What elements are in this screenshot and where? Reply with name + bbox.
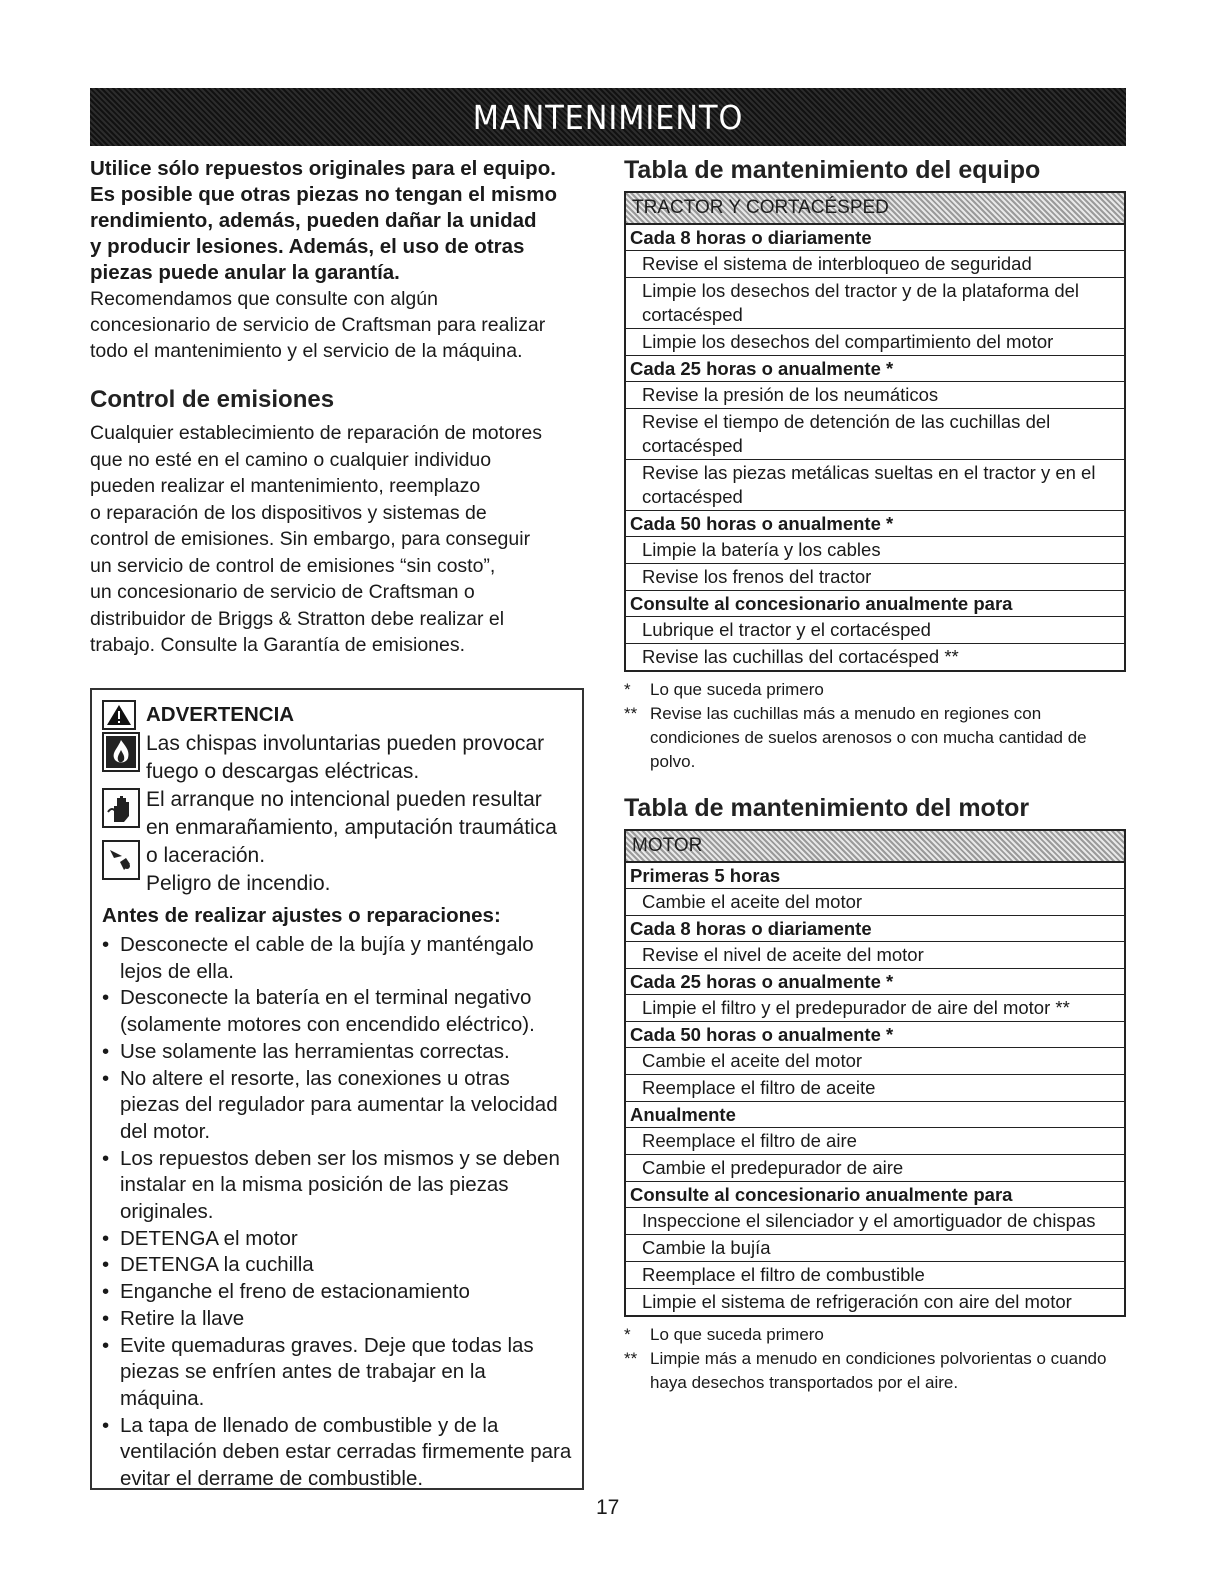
precaution-item: • Evite quemaduras graves. Deje que todas las piezas se enfríen antes de trabajar en la máquina.	[102, 1333, 572, 1413]
precaution-item: • Enganche el freno de estacionamiento	[102, 1279, 572, 1306]
intro-text-line: Recomendamos que consulte con algún	[90, 288, 438, 310]
footnote-text: Lo que suceda primero	[650, 680, 824, 699]
precautions-list	[102, 932, 572, 1493]
hazard-line: fuego o descargas eléctricas.	[146, 760, 420, 783]
interval-header: Primeras 5 horas	[626, 863, 1124, 889]
emissions-line: un concesionario de servicio de Craftsman o	[90, 581, 475, 603]
emissions-title: Control de emisiones	[90, 386, 335, 413]
interval-header: Cada 8 horas o diariamente	[626, 225, 1124, 251]
equipment-table-title: Tabla de mantenimiento del equipo	[624, 156, 1041, 184]
task-row: Limpie los desechos del compartimiento del motor	[626, 329, 1124, 356]
precaution-item: • Desconecte la batería en el terminal negativo (solamente motores con encendido eléctrico).	[102, 985, 572, 1038]
interval-header: Consulte al concesionario anualmente para	[626, 1182, 1124, 1208]
task-row: Reemplace el filtro de aire	[626, 1128, 1124, 1155]
motor-maintenance-table	[624, 829, 1126, 1317]
section-banner	[90, 88, 1126, 146]
interval-header: Consulte al concesionario anualmente para	[626, 591, 1124, 617]
warning-title: ADVERTENCIA	[146, 703, 295, 726]
precaution-item: • No altere el resorte, las conexiones u otras piezas del regulador para aumentar la velocidad del motor.	[102, 1066, 572, 1146]
hand-entanglement-icon	[102, 788, 140, 828]
emissions-line: Cualquier establecimiento de reparación de motores	[90, 422, 543, 444]
hazard-line: Las chispas involuntarias pueden provocar	[146, 732, 545, 755]
hazard-line: El arranque no intencional pueden resultar	[146, 788, 542, 811]
task-row: Revise las cuchillas del cortacésped **	[642, 646, 959, 667]
motor-footnotes	[624, 1323, 1128, 1395]
task-row: Limpie el filtro y el predepurador de aire del motor **	[626, 995, 1124, 1022]
footnote-text: Limpie más a menudo en condiciones polvorientas o cuando haya desechos transportados por el aire.	[650, 1349, 1107, 1392]
warning-header	[102, 700, 294, 730]
footnote-text: Lo que suceda primero	[650, 1325, 824, 1344]
right-column	[624, 156, 1128, 1395]
interval-header: Cada 25 horas o anualmente *	[626, 969, 1124, 995]
precaution-item: • La tapa de llenado de combustible y de la ventilación deben estar cerradas firmemente para evitar el derrame de combustible.	[102, 1413, 572, 1493]
emissions-line: trabajo. Consulte la Garantía de emisiones.	[90, 634, 466, 656]
emissions-line: que no esté en el camino o cualquier individuo	[90, 448, 492, 471]
footnote	[624, 702, 1128, 774]
emissions-line: un servicio de control de emisiones “sin costo”,	[90, 554, 496, 577]
task-row: Reemplace el filtro de aceite	[626, 1075, 1124, 1102]
task-row: Revise el nivel de aceite del motor	[626, 942, 1124, 969]
footnote-text: Revise las cuchillas más a menudo en regiones con condiciones de suelos arenosos o con mucha cantidad de polvo.	[650, 704, 1087, 771]
footnote-mark: **	[624, 704, 638, 723]
intro-text-line: todo el mantenimiento y el servicio de la máquina.	[90, 340, 523, 362]
intro-text	[90, 286, 590, 364]
task-row: Revise los frenos del tractor	[626, 564, 1124, 591]
intro-bold-line: piezas puede anular la garantía.	[90, 261, 400, 284]
precaution-item: • DETENGA la cuchilla	[102, 1252, 572, 1279]
intro-bold-line: Es posible que otras piezas no tengan el mismo	[90, 183, 558, 206]
table-header: MOTOR	[626, 831, 1124, 863]
task-row: Cambie el aceite del motor	[626, 1048, 1124, 1075]
hazard-line: en enmarañamiento, amputación traumática	[146, 816, 557, 839]
footnote-mark: *	[624, 680, 631, 699]
page-number: 17	[596, 1496, 620, 1519]
task-row: Inspeccione el silenciador y el amortiguador de chispas	[626, 1208, 1124, 1235]
intro-bold	[90, 156, 590, 286]
task-row: Reemplace el filtro de combustible	[626, 1262, 1124, 1289]
footnote-mark: *	[624, 1325, 631, 1344]
precaution-item: • Desconecte el cable de la bujía y manténgalo lejos de ella.	[102, 932, 572, 985]
intro-bold-line: rendimiento, además, pueden dañar la unidad	[90, 209, 537, 232]
blade-laceration-icon	[102, 840, 140, 880]
precaution-item: • Retire la llave	[102, 1306, 572, 1333]
intro-bold-line: Utilice sólo repuestos originales para el equipo.	[90, 157, 556, 180]
hazard-line: Peligro de incendio.	[146, 872, 331, 895]
task-row: Revise la presión de los neumáticos	[626, 382, 1124, 409]
task-row: Revise el sistema de interbloqueo de seguridad	[626, 251, 1124, 278]
precaution-item: • Los repuestos deben ser los mismos y se deben instalar en la misma posición de las piezas originales.	[102, 1146, 572, 1226]
task-row: Cambie la bujía	[626, 1235, 1124, 1262]
interval-header: Cada 50 horas o anualmente *	[626, 1022, 1124, 1048]
precaution-item: • Use solamente las herramientas correctas.	[102, 1039, 572, 1066]
precaution-item: • DETENGA el motor	[102, 1226, 572, 1253]
fire-icon	[102, 732, 140, 772]
interval-header: Anualmente	[626, 1102, 1124, 1128]
intro-bold-line: y producir lesiones. Además, el uso de otras	[90, 235, 525, 258]
emissions-line: distribuidor de Briggs & Stratton debe realizar el	[90, 607, 505, 630]
equipment-maintenance-table	[624, 191, 1126, 672]
hazard-line: o laceración.	[146, 844, 266, 867]
warning-triangle-icon	[102, 700, 136, 730]
footnote	[624, 1323, 1128, 1347]
table-header: TRACTOR Y CORTACÉSPED	[626, 193, 1124, 225]
emissions-line: control de emisiones. Sin embargo, para conseguir	[90, 528, 531, 550]
footnote-mark: **	[624, 1349, 638, 1368]
left-column	[90, 156, 590, 659]
emissions-paragraph	[90, 420, 590, 659]
task-row: Limpie los desechos del tractor y de la plataforma del cortacésped	[626, 278, 1124, 329]
task-row: Revise el tiempo de detención de las cuchillas del cortacésped	[626, 409, 1124, 460]
emissions-line: o reparación de los dispositivos y sistemas de	[90, 501, 487, 524]
task-row: Limpie el sistema de refrigeración con aire del motor	[642, 1291, 1072, 1312]
precautions-title: Antes de realizar ajustes o reparaciones:	[102, 904, 501, 927]
footnote	[624, 1347, 1128, 1395]
task-row: Limpie la batería y los cables	[626, 537, 1124, 564]
page-title: MANTENIMIENTO	[472, 97, 744, 137]
task-row: Revise las piezas metálicas sueltas en el tractor y en el cortacésped	[626, 460, 1124, 511]
emissions-line: pueden realizar el mantenimiento, reemplazo	[90, 475, 481, 497]
hazard-lines	[146, 730, 576, 898]
task-row: Cambie el aceite del motor	[626, 889, 1124, 916]
task-row: Cambie el predepurador de aire	[626, 1155, 1124, 1182]
intro-text-line: concesionario de servicio de Craftsman para realizar	[90, 314, 546, 336]
interval-header: Cada 8 horas o diariamente	[626, 916, 1124, 942]
interval-header: Cada 50 horas o anualmente *	[626, 511, 1124, 537]
warning-box	[90, 688, 584, 1490]
footnote	[624, 678, 1128, 702]
task-row: Lubrique el tractor y el cortacésped	[626, 617, 1124, 644]
interval-header: Cada 25 horas o anualmente *	[626, 356, 1124, 382]
motor-table-title: Tabla de mantenimiento del motor	[624, 794, 1030, 822]
equipment-footnotes	[624, 678, 1128, 774]
